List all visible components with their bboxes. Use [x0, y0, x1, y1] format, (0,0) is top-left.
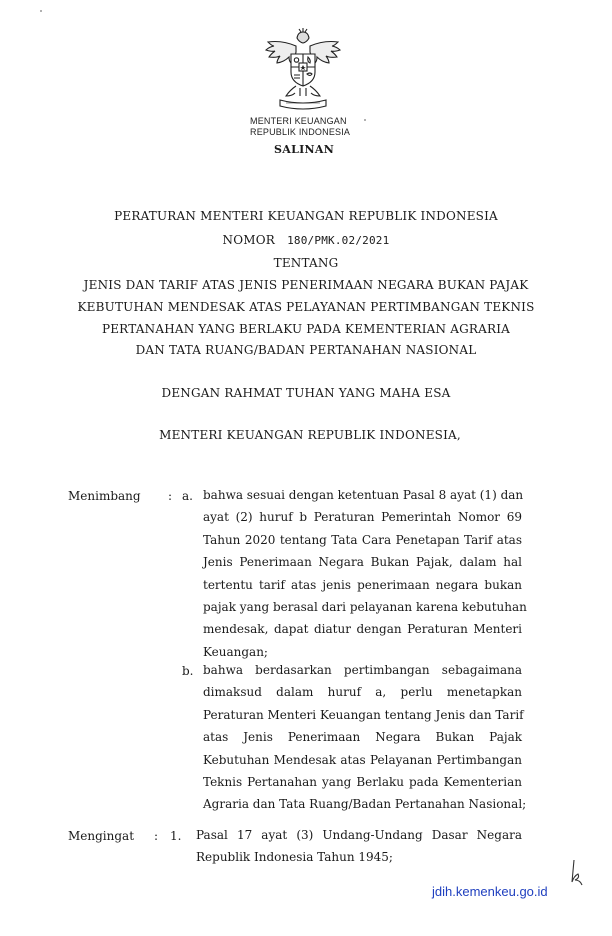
text-line: bahwa berdasarkan pertimbangan sebagaimana	[203, 663, 522, 677]
text-line: Kebutuhan Mendesak atas Pelayanan Pertimbangan	[203, 752, 522, 767]
blessing-line: DENGAN RAHMAT TUHAN YANG MAHA ESA	[161, 386, 451, 400]
number-value: 180/PMK.02/2021	[287, 234, 390, 247]
subject-line: DAN TATA RUANG/BADAN PERTANAHAN NASIONAL	[135, 343, 477, 357]
mengingat-item-1	[196, 824, 522, 869]
text-line: tertentu tarif atas jenis penerimaan negara bukan	[203, 577, 522, 592]
text-line: Pasal 17 ayat (3) Undang-Undang Dasar Negara	[196, 828, 522, 842]
subject-line: KEBUTUHAN MENDESAK ATAS PELAYANAN PERTIMBANGAN TEKNIS	[77, 300, 535, 314]
source-watermark: jdih.kemenkeu.go.id	[432, 884, 548, 899]
garuda-emblem-icon	[258, 26, 348, 114]
text-line: pajak yang berasal dari pelayanan karena kebutuhan	[203, 599, 527, 614]
scan-speck	[40, 10, 42, 12]
menimbang-item-a	[203, 484, 527, 663]
about-label: TENTANG	[273, 256, 339, 270]
item-marker-a: a.	[182, 489, 193, 503]
item-marker-1: 1.	[170, 829, 182, 843]
menimbang-item-b	[203, 659, 527, 816]
menimbang-colon: :	[168, 489, 173, 503]
letterhead-line: MENTERI KEUANGAN	[250, 116, 347, 126]
mengingat-label: Mengingat	[68, 829, 135, 843]
copy-stamp: SALINAN	[274, 143, 335, 156]
item-marker-b: b.	[182, 664, 194, 678]
text-line: ayat (2) huruf b Peraturan Pemerintah Nomor 69	[203, 510, 522, 525]
menimbang-label: Menimbang	[68, 489, 141, 503]
regulation-number	[0, 233, 612, 247]
regulation-title: PERATURAN MENTERI KEUANGAN REPUBLIK INDONESIA	[114, 209, 498, 223]
text-line: Peraturan Menteri Keuangan tentang Jenis dan Tarif	[203, 707, 524, 722]
text-line: atas Jenis Penerimaan Negara Bukan Pajak	[203, 730, 522, 745]
text-line: Republik Indonesia Tahun 1945;	[196, 850, 393, 865]
text-line: Teknis Pertanahan yang Berlaku pada Kementerian	[203, 774, 522, 789]
text-line: bahwa sesuai dengan ketentuan Pasal 8 ayat (1) dan	[203, 488, 524, 502]
subject-line: PERTANAHAN YANG BERLAKU PADA KEMENTERIAN AGRARIA	[101, 322, 511, 336]
text-line: mendesak, dapat diatur dengan Peraturan Menteri	[203, 622, 522, 637]
text-line: dimaksud dalam huruf a, perlu menetapkan	[203, 685, 522, 700]
mengingat-colon: :	[154, 829, 159, 843]
text-line: Jenis Penerimaan Negara Bukan Pajak, dalam hal	[203, 555, 522, 570]
text-line: Keuangan;	[203, 644, 268, 659]
text-line: Agraria dan Tata Ruang/Badan Pertanahan Nasional;	[203, 797, 527, 812]
handwritten-initial-mark	[562, 858, 586, 888]
scan-speck	[364, 119, 366, 121]
number-label: NOMOR	[222, 233, 276, 247]
issuer-letterhead	[250, 116, 350, 138]
subject-line: JENIS DAN TARIF ATAS JENIS PENERIMAAN NEGARA BUKAN PAJAK	[83, 278, 529, 292]
letterhead-line: REPUBLIK INDONESIA	[250, 127, 351, 137]
issuer-line: MENTERI KEUANGAN REPUBLIK INDONESIA,	[159, 428, 461, 442]
text-line: Tahun 2020 tentang Tata Cara Penetapan Tarif atas	[203, 532, 522, 547]
